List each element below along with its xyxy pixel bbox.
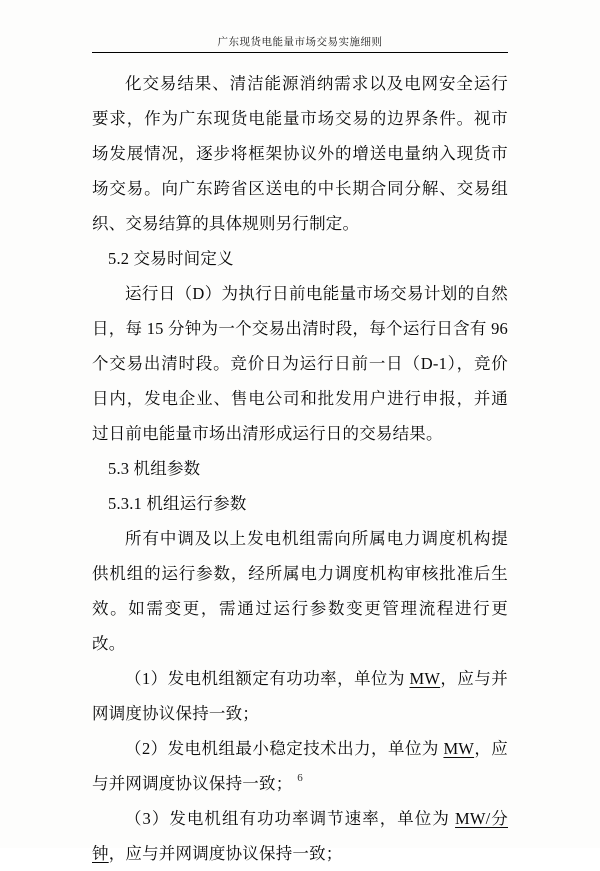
body-paragraph: 化交易结果、清洁能源消纳需求以及电网安全运行要求，作为广东现货电能量市场交易的边界条件。视市场发展情况，逐步将框架协议外的增送电量纳入现货市场交易。向广东跨省区送电的中长期合同分解、交易组织、交易结算的具体规则另行制定。	[92, 74, 508, 233]
text-run: （1）发电机组额定有功功率，单位为	[125, 669, 410, 688]
text-run: ，应与并网调度协议保持一致；	[108, 844, 343, 863]
text-run: （2）发电机组最小稳定技术出力，单位为	[125, 739, 444, 758]
text-run: （3）发电机组有功功率调节速率，单位为	[125, 809, 456, 828]
page-header-title: 广东现货电能量市场交易实施细则	[217, 37, 383, 48]
numbered-item	[92, 661, 508, 731]
numbered-item	[92, 731, 508, 801]
underlined-unit: MW/分钟	[92, 809, 508, 863]
section-subheading: 5.3.1 机组运行参数	[108, 494, 247, 513]
underlined-unit: MW	[409, 669, 441, 688]
page-number: 6	[297, 772, 303, 784]
numbered-item	[92, 801, 508, 871]
body-paragraph: 运行日（D）为执行日前电能量市场交易计划的自然日，每 15 分钟为一个交易出清时段，每个运行日含有 96 个交易出清时段。竞价日为运行日前一日（D-1），竞价日内，发电企业、售电公司和批发用户进行申报，并通过日前电能量市场出清形成运行日的交易结果。	[92, 284, 508, 443]
header-divider	[92, 52, 508, 53]
underlined-unit: MW	[443, 739, 475, 758]
text-run: ，应与并网调度协议保持一致；	[92, 739, 508, 793]
body-paragraph: 所有中调及以上发电机组需向所属电力调度机构提供机组的运行参数，经所属电力调度机构审核批准后生效。如需变更，需通过运行参数变更管理流程进行更改。	[92, 529, 508, 653]
document-body	[92, 66, 508, 871]
text-run: ，应与并网调度协议保持一致；	[92, 669, 508, 723]
section-heading: 5.2 交易时间定义	[108, 249, 234, 268]
section-heading: 5.3 机组参数	[108, 459, 201, 478]
